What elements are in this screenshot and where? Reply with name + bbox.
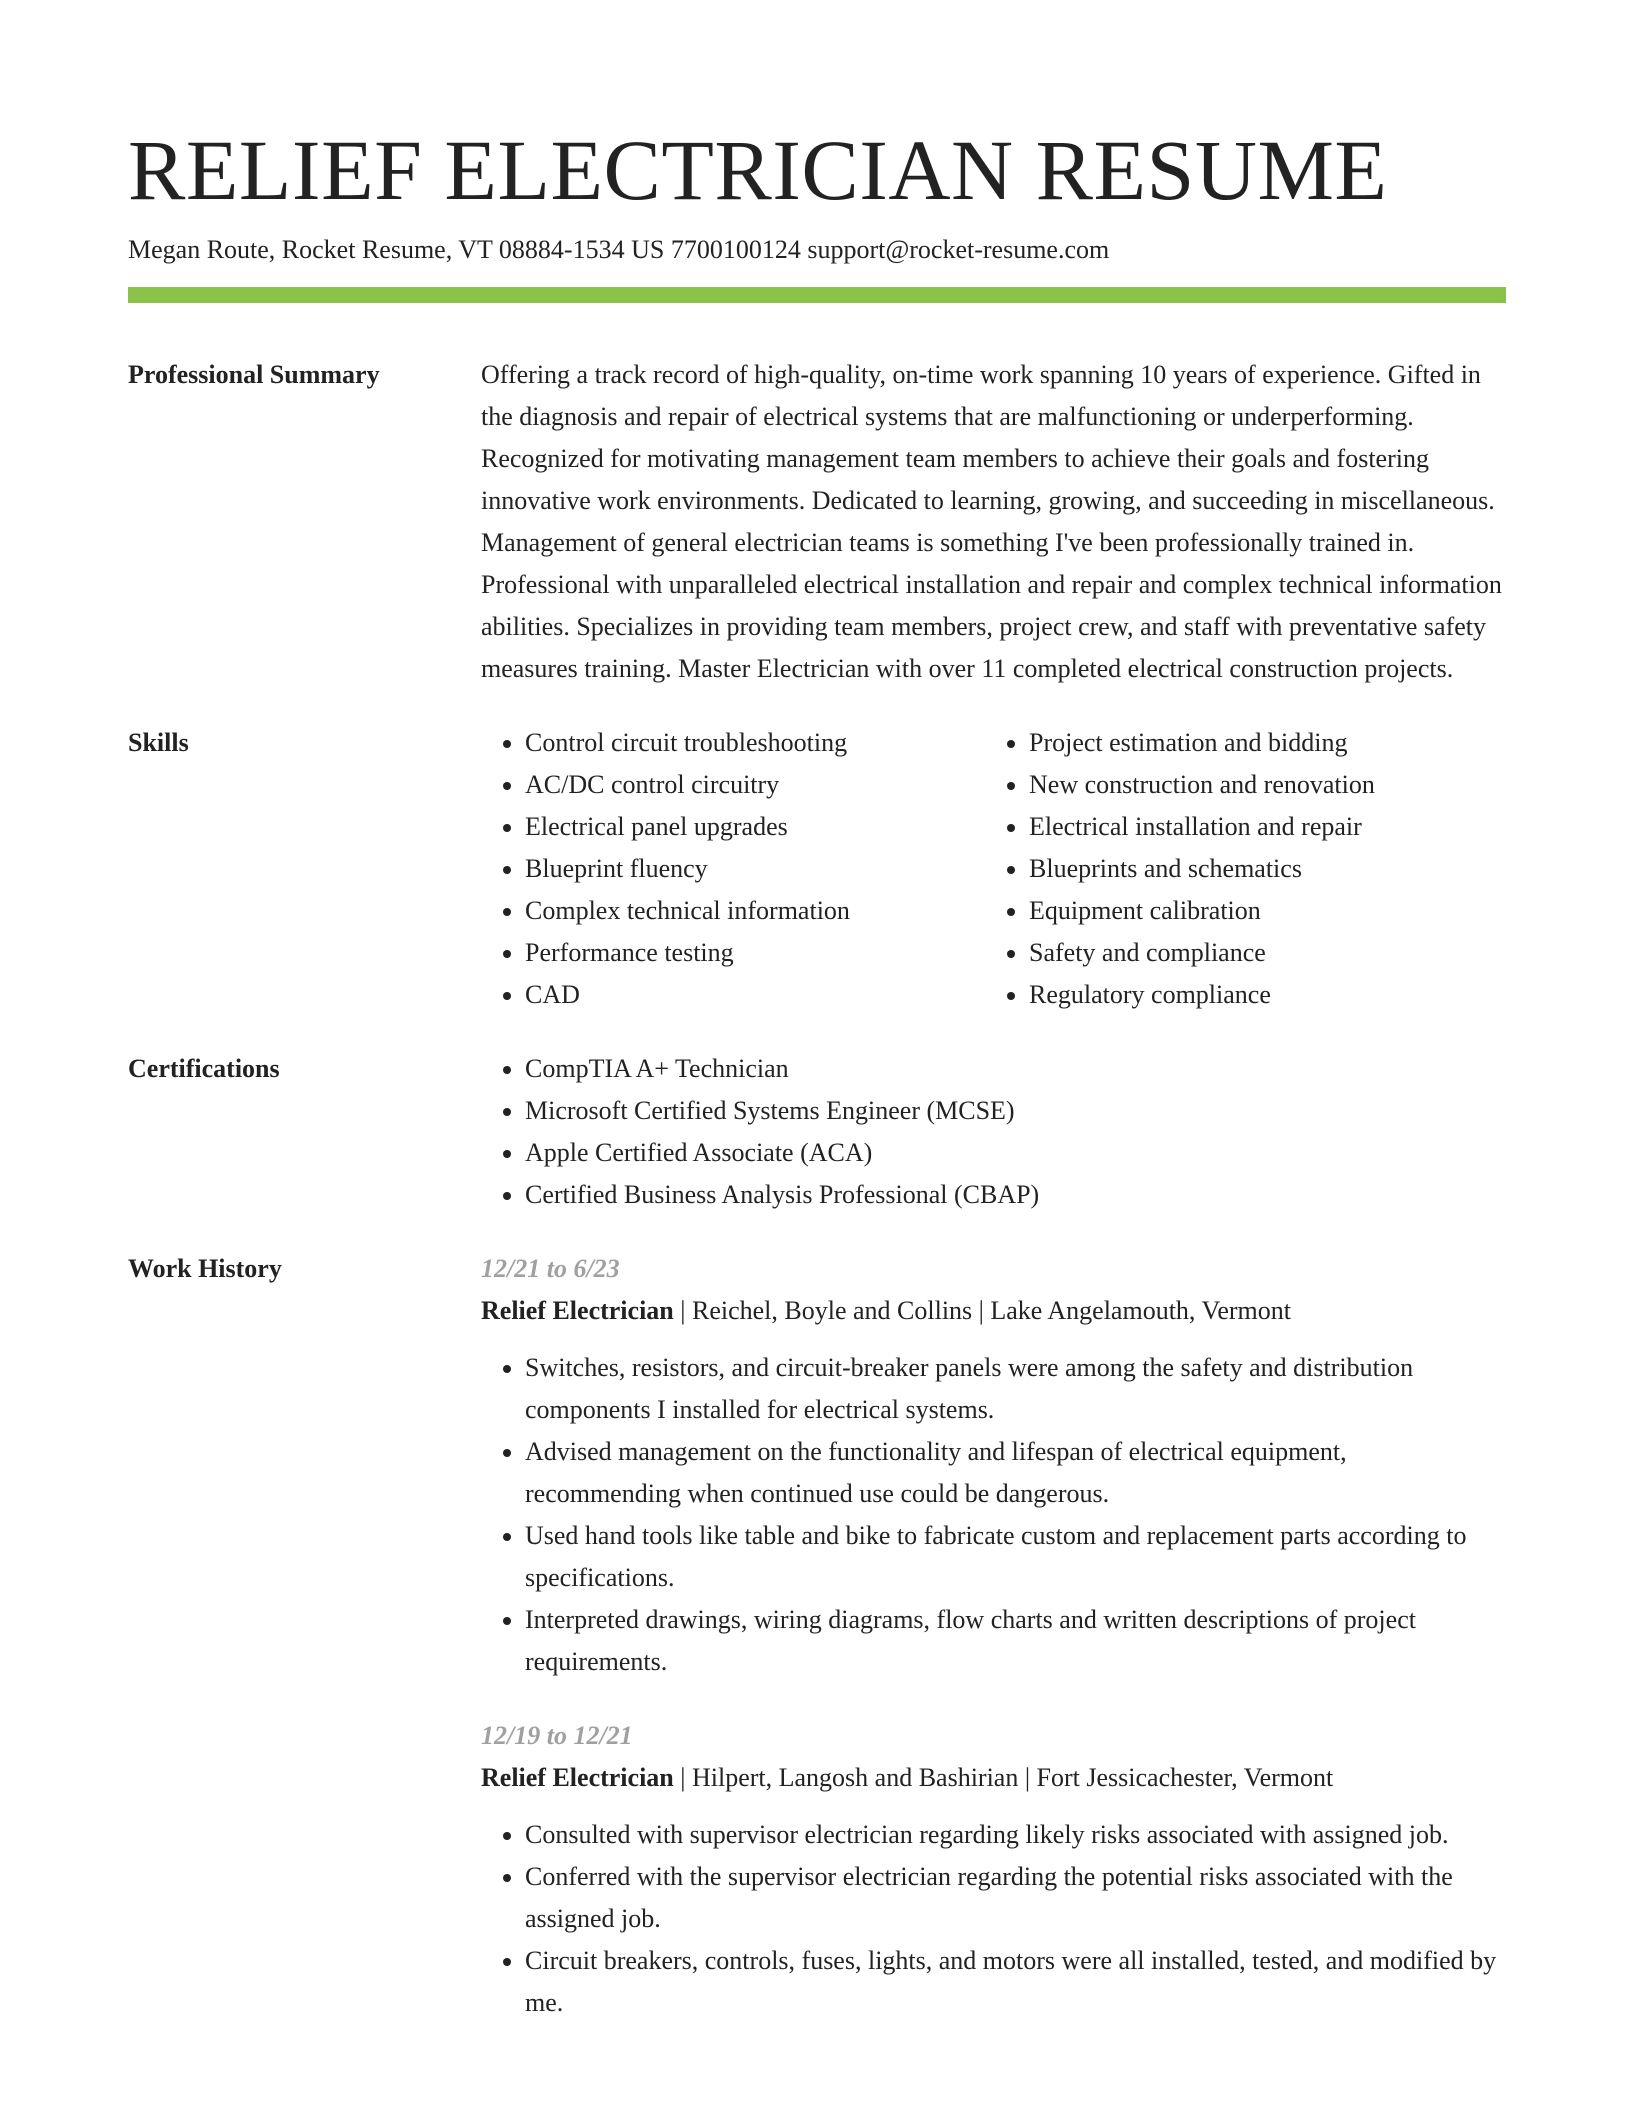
certification-item: • CompTIA A+ Technician (525, 1048, 1506, 1090)
resume-page (128, 118, 1506, 2024)
job-bullet: • Used hand tools like table and bike to fabricate custom and replacement parts according to specifications. (525, 1515, 1506, 1599)
certification-item: • Microsoft Certified Systems Engineer (MCSE) (525, 1090, 1506, 1132)
skill-item: • Electrical installation and repair (1029, 806, 1506, 848)
summary-text: Offering a track record of high-quality, on-time work spanning 10 years of experience. Gifted in the diagnosis and repair of electrical systems that are malfunctioning or underperforming. Recognized for motivating management team members to achieve their goals and fostering innovative work environments. Dedicated to learning, growing, and succeeding in miscellaneous. Management of general electrician teams is something I've been professionally trained in. Professional with unparalleled electrical installation and repair and complex technical information abilities. Specializes in providing team members, project crew, and staff with preventative safety measures training. Master Electrician with over 11 completed electrical construction projects. (481, 360, 1502, 683)
skill-item: • CAD (525, 974, 985, 1016)
job-bullet: • Conferred with the supervisor electrician regarding the potential risks associated with the assigned job. (525, 1856, 1506, 1940)
work-history-section (128, 1248, 1506, 2024)
job-bullets (481, 1347, 1506, 1683)
section-label-summary: Professional Summary (128, 360, 380, 389)
job-heading (481, 1757, 1506, 1799)
skills-list-right (985, 722, 1506, 1016)
skill-item: • Equipment calibration (1029, 890, 1506, 932)
skill-item: • Blueprint fluency (525, 848, 985, 890)
skill-item: • Control circuit troubleshooting (525, 722, 985, 764)
job-bullet: • Circuit breakers, controls, fuses, lights, and motors were all installed, tested, and modified by me. (525, 1940, 1506, 2024)
skill-item: • Project estimation and bidding (1029, 722, 1506, 764)
job-bullet: • Consulted with supervisor electrician regarding likely risks associated with assigned job. (525, 1814, 1506, 1856)
skill-item: • Safety and compliance (1029, 932, 1506, 974)
job-title: Relief Electrician (481, 1763, 674, 1792)
skills-columns (481, 722, 1506, 1016)
contact-line: Megan Route, Rocket Resume, VT 08884-1534 US 7700100124 support@rocket-resume.com (128, 235, 1110, 264)
certification-item: • Apple Certified Associate (ACA) (525, 1132, 1506, 1174)
summary-body (481, 354, 1506, 690)
certifications-section (128, 1048, 1506, 1216)
job-bullet: • Interpreted drawings, wiring diagrams, flow charts and written descriptions of project requirements. (525, 1599, 1506, 1683)
job-entry (481, 1715, 1506, 2024)
job-bullet: • Switches, resistors, and circuit-breaker panels were among the safety and distribution components I installed for electrical systems. (525, 1347, 1506, 1431)
work-history-body (481, 1248, 1506, 2024)
certifications-body (481, 1048, 1506, 1216)
resume-title: RELIEF ELECTRICIAN RESUME (128, 122, 1388, 218)
section-label-work-history: Work History (128, 1254, 282, 1283)
job-dates: 12/21 to 6/23 (481, 1254, 620, 1283)
skill-item: • New construction and renovation (1029, 764, 1506, 806)
skill-item: • Complex technical information (525, 890, 985, 932)
job-employer-location: | Reichel, Boyle and Collins | Lake Angelamouth, Vermont (673, 1296, 1291, 1325)
job-employer-location: | Hilpert, Langosh and Bashirian | Fort Jessicachester, Vermont (673, 1763, 1334, 1792)
skill-item: • Performance testing (525, 932, 985, 974)
section-label-certifications: Certifications (128, 1054, 280, 1083)
job-title: Relief Electrician (481, 1296, 674, 1325)
job-bullets (481, 1814, 1506, 2024)
job-heading (481, 1290, 1506, 1332)
skill-item: • AC/DC control circuitry (525, 764, 985, 806)
skills-section (128, 722, 1506, 1016)
skill-item: • Blueprints and schematics (1029, 848, 1506, 890)
accent-divider (128, 287, 1506, 303)
section-label-skills: Skills (128, 728, 189, 757)
skill-item: • Electrical panel upgrades (525, 806, 985, 848)
job-entry (481, 1248, 1506, 1683)
skill-item: • Regulatory compliance (1029, 974, 1506, 1016)
job-bullet: • Advised management on the functionality and lifespan of electrical equipment, recommending when continued use could be dangerous. (525, 1431, 1506, 1515)
certifications-list (481, 1048, 1506, 1216)
job-dates: 12/19 to 12/21 (481, 1721, 633, 1750)
skills-list-left (481, 722, 985, 1016)
certification-item: • Certified Business Analysis Professional (CBAP) (525, 1174, 1506, 1216)
summary-section (128, 354, 1506, 690)
